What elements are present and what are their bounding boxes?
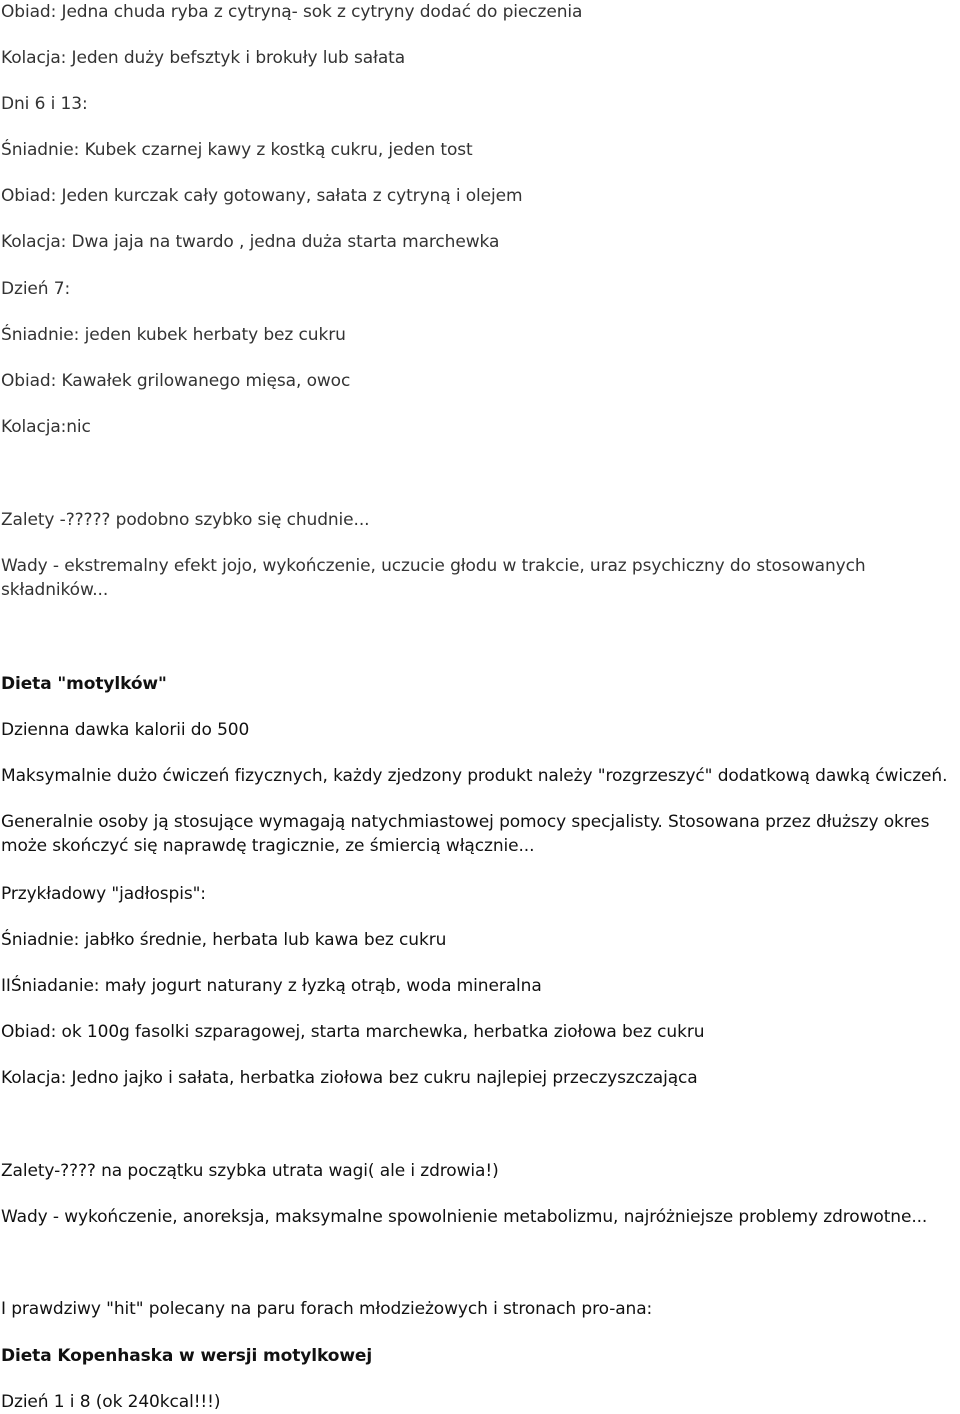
paragraph-pomoc-specjalisty: Generalnie osoby ją stosujące wymagają natychmiastowej pomocy specjalisty. Stosowana przez dłuższy okres może skończyć się naprawdę tragicznie, ze śmiercią włącznie... [1, 812, 930, 856]
paragraph-hit: I prawdziwy "hit" polecany na paru forach młodzieżowych i stronach pro-ana: [1, 1299, 653, 1319]
paragraph-wady-2: Wady - wykończenie, anoreksja, maksymalne spowolnienie metabolizmu, najróżniejsze problemy zdrowotne... [1, 1207, 928, 1227]
heading-dieta-motylkow: Dieta "motylków" [1, 674, 167, 694]
paragraph-kolacja-befsztyk: Kolacja: Jeden duży befsztyk i brokuły lub sałata [1, 48, 406, 68]
heading-dzien-1-8: Dzień 1 i 8 (ok 240kcal!!!) [1, 1392, 221, 1412]
heading-dni-6-13: Dni 6 i 13: [1, 94, 88, 114]
paragraph-kolacja-nic: Kolacja:nic [1, 417, 91, 437]
paragraph-cwiczenia: Maksymalnie dużo ćwiczeń fizycznych, każdy zjedzony produkt należy "rozgrzeszyć" dodatkową dawką ćwiczeń. [1, 766, 948, 786]
paragraph-sniadanie-jablko: Śniadnie: jabłko średnie, herbata lub kawa bez cukru [1, 930, 447, 950]
paragraph-zalety-2: Zalety-???? na początku szybka utrata wagi( ale i zdrowia!) [1, 1161, 499, 1181]
heading-dzien-7: Dzień 7: [1, 279, 71, 299]
paragraph-kolacja-jajko: Kolacja: Jedno jajko i sałata, herbatka ziołowa bez cukru najlepiej przeczyszczająca [1, 1068, 698, 1088]
paragraph-obiad-ryba: Obiad: Jedna chuda ryba z cytryną- sok z cytryny dodać do pieczenia [1, 2, 583, 22]
paragraph-ii-sniadanie: IIŚniadanie: mały jogurt naturany z łyzką otrąb, woda mineralna [1, 976, 542, 996]
paragraph-kolacja-jaja: Kolacja: Dwa jaja na twardo , jedna duża starta marchewka [1, 232, 500, 252]
paragraph-obiad-kurczak: Obiad: Jeden kurczak cały gotowany, sałata z cytryną i olejem [1, 186, 523, 206]
paragraph-wady-1: Wady - ekstremalny efekt jojo, wykończenie, uczucie głodu w trakcie, uraz psychiczny do stosowanych składników... [1, 556, 866, 600]
paragraph-dawka-kalorii: Dzienna dawka kalorii do 500 [1, 720, 250, 740]
paragraph-obiad-fasolka: Obiad: ok 100g fasolki szparagowej, starta marchewka, herbatka ziołowa bez cukru [1, 1022, 705, 1042]
paragraph-sniadanie-kawa: Śniadnie: Kubek czarnej kawy z kostką cukru, jeden tost [1, 140, 473, 160]
paragraph-zalety-1: Zalety -????? podobno szybko się chudnie... [1, 510, 370, 530]
heading-dieta-kopenhaska: Dieta Kopenhaska w wersji motylkowej [1, 1346, 373, 1366]
heading-jadlospis: Przykładowy "jadłospis": [1, 884, 206, 904]
paragraph-sniadanie-herbata: Śniadnie: jeden kubek herbaty bez cukru [1, 325, 346, 345]
paragraph-obiad-mieso: Obiad: Kawałek grilowanego mięsa, owoc [1, 371, 351, 391]
